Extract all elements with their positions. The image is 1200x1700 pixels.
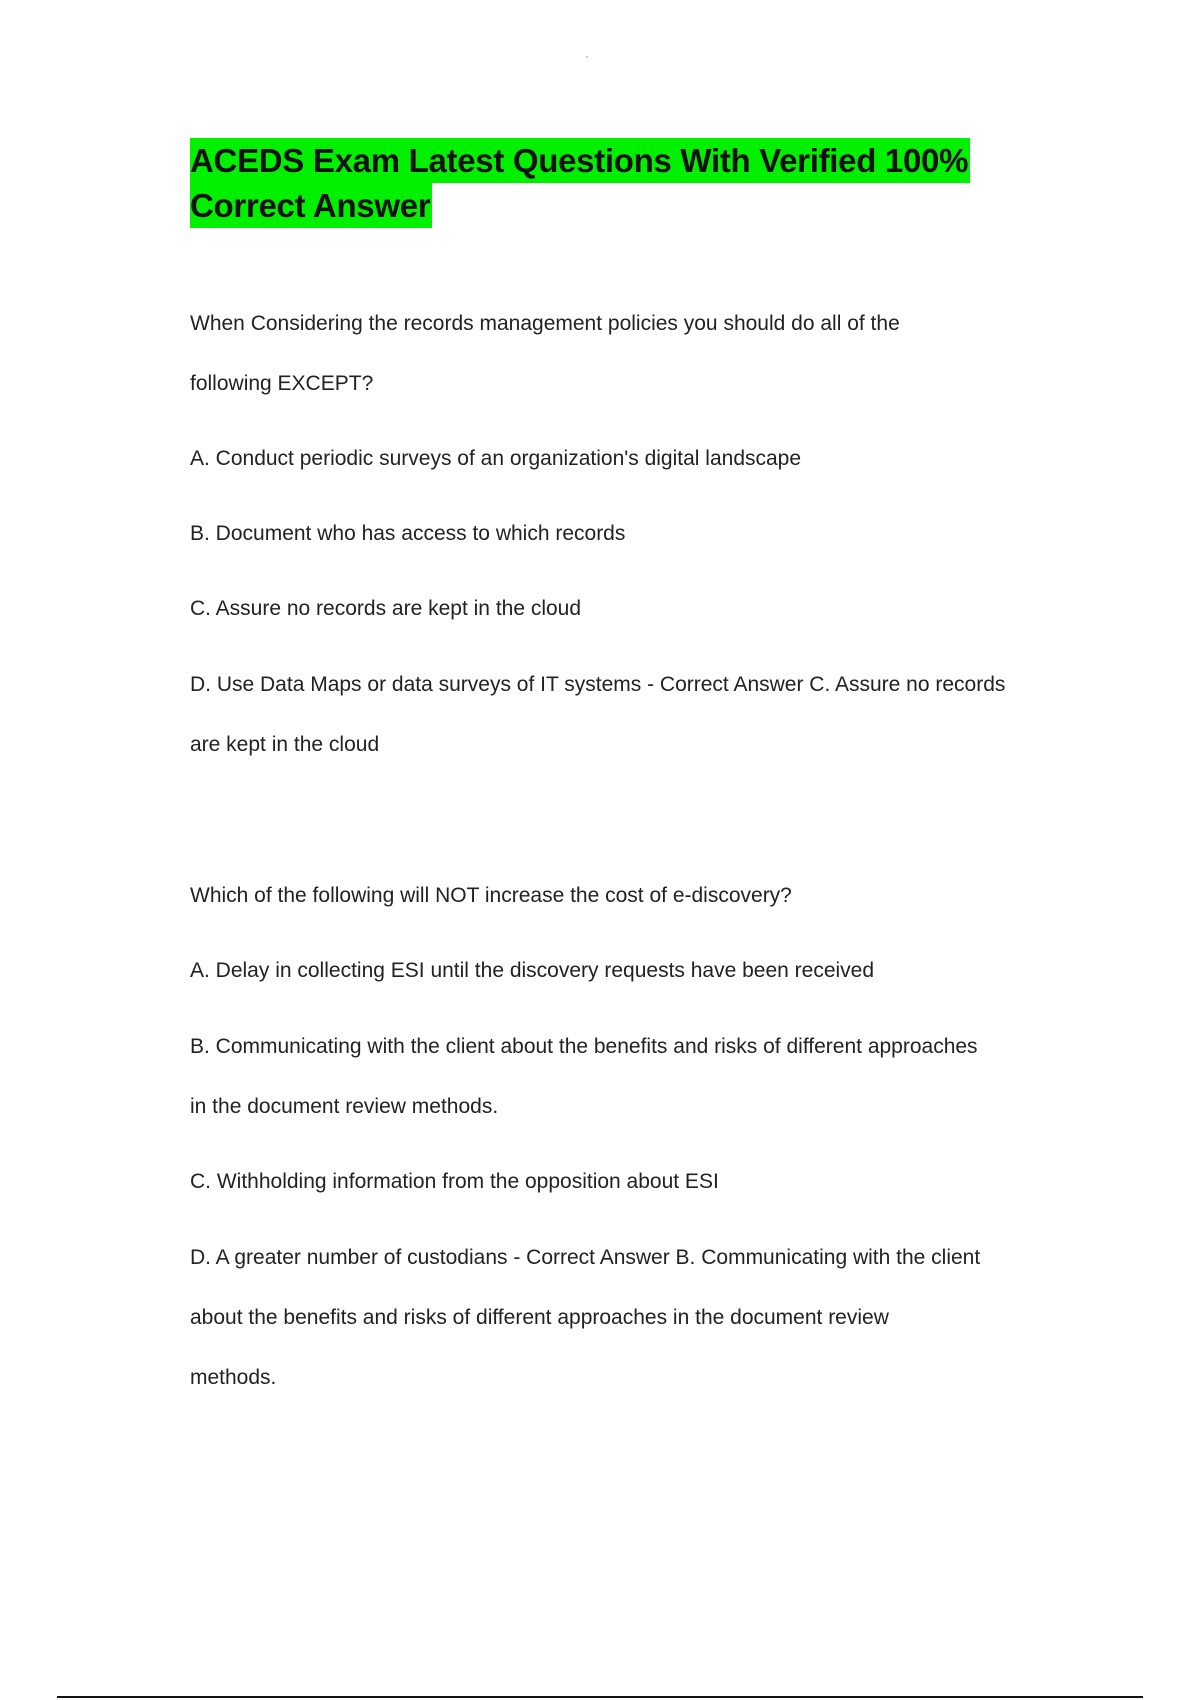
question-1-option-a: A. Conduct periodic surveys of an organization's digital landscape [190, 447, 802, 470]
question-2-option-b-line-2: in the document review methods. [190, 1095, 499, 1118]
question-2-option-c: C. Withholding information from the opposition about ESI [190, 1170, 719, 1193]
footer-rule [57, 1696, 1143, 1698]
title-line-1: ACEDS Exam Latest Questions With Verified 100% [190, 138, 970, 183]
question-2-option-d: D. A greater number of custodians - Correct Answer B. Communicating with the client [190, 1246, 981, 1269]
page-speck [586, 56, 588, 58]
question-2-answer-continued-1: about the benefits and risks of different approaches in the document review [190, 1306, 889, 1329]
document-title [190, 138, 1010, 228]
question-1-answer-continued: are kept in the cloud [190, 733, 380, 756]
question-2-answer-continued-2: methods. [190, 1366, 277, 1389]
question-1-stem-line-1: When Considering the records management policies you should do all of the [190, 312, 900, 335]
question-2-stem: Which of the following will NOT increase the cost of e-discovery? [190, 884, 792, 907]
question-1-option-d: D. Use Data Maps or data surveys of IT systems - Correct Answer C. Assure no records [190, 673, 1006, 696]
question-2-option-b-line-1: B. Communicating with the client about the benefits and risks of different approaches [190, 1035, 978, 1058]
question-1-option-c: C. Assure no records are kept in the cloud [190, 597, 582, 620]
question-2-option-a: A. Delay in collecting ESI until the discovery requests have been received [190, 959, 875, 982]
question-1-stem-line-2: following EXCEPT? [190, 372, 374, 395]
question-1-option-b: B. Document who has access to which records [190, 522, 626, 545]
title-line-2: Correct Answer [190, 183, 432, 228]
